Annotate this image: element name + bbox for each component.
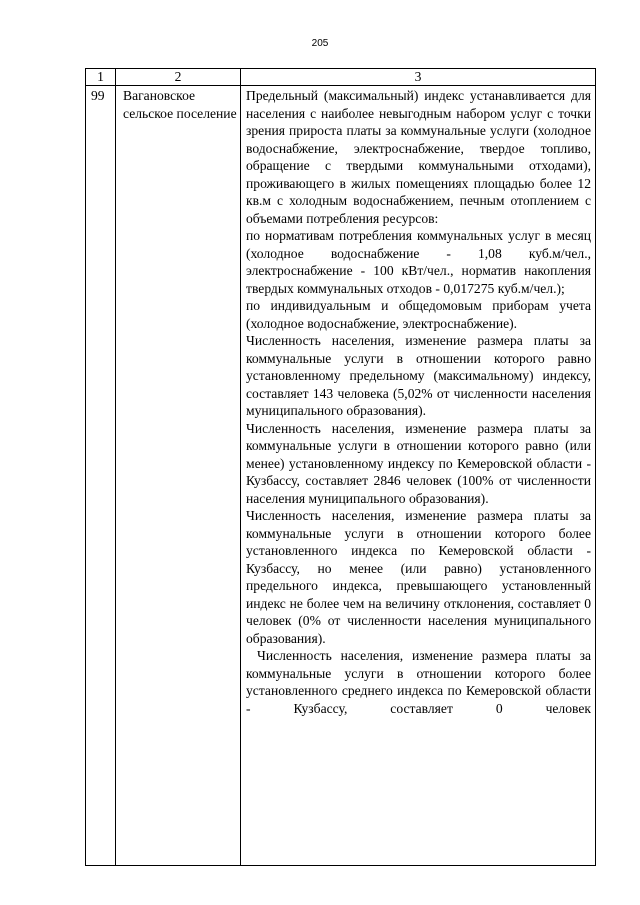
description-cell xyxy=(241,86,596,866)
data-table xyxy=(85,68,596,866)
column-header-2: 2 xyxy=(116,69,241,86)
page-number: 205 xyxy=(311,38,329,49)
paragraph-population-regional-index: Численность населения, изменение размера платы за коммунальные услуги в отношении которого равно (или менее) установленному индексу по Кемеровской области - Кузбассу, составляет 2846 человек (100% от численности населения муниципального образования). xyxy=(246,420,591,506)
table-header-row xyxy=(86,69,596,86)
column-header-1: 1 xyxy=(86,69,116,86)
district-name: Вагановское сельское поселение xyxy=(116,86,241,866)
paragraph-consumption-norms: по нормативам потребления коммунальных услуг в месяц (холодное водоснабжение - 1,08 куб.м/чел., электроснабжение - 100 кВт/чел., норматив накопления твердых коммунальных отходов - 0,017275 куб.м/чел.); xyxy=(246,228,591,296)
paragraph-population-max-index: Численность населения, изменение размера платы за коммунальные услуги в отношении которого равно установленному предельному (максимальному) индексу, составляет 143 человека (5,02% от численности населения муниципального образования). xyxy=(246,333,591,418)
paragraph-population-deviation: Численность населения, изменение размера платы за коммунальные услуги в отношении которого более установленного индекса по Кемеровской области - Кузбассу, но менее (или равно) установленного предельного индекса, превышающего установленный индекс не более чем на величину отклонения, составляет 0 человек (0% от численности населения муниципального образования). xyxy=(246,508,591,646)
row-number: 99 xyxy=(86,86,116,866)
paragraph-metering-devices: по индивидуальным и общедомовым приборам учета (холодное водоснабжение, электроснабжение). xyxy=(246,298,591,331)
paragraph-index-definition: Предельный (максимальный) индекс устанавливается для населения с наиболее невыгодным набором услуг с точки зрения прироста платы за коммунальные услуги (холодное водоснабжение, электроснабжение, твердое топливо, обращение с твердыми коммунальными отходами), проживающего в жилых помещениях площадью более 12 кв.м с холодным водоснабжением, печным отоплением с объемами потребления ресурсов: xyxy=(246,88,591,226)
column-header-3: 3 xyxy=(241,69,596,86)
paragraph-population-average-index: Численность населения, изменение размера платы за коммунальные услуги в отношении которого более установленного среднего индекса по Кемеровской области - Кузбассу, составляет 0 человек xyxy=(246,648,591,716)
table-row xyxy=(86,86,596,866)
